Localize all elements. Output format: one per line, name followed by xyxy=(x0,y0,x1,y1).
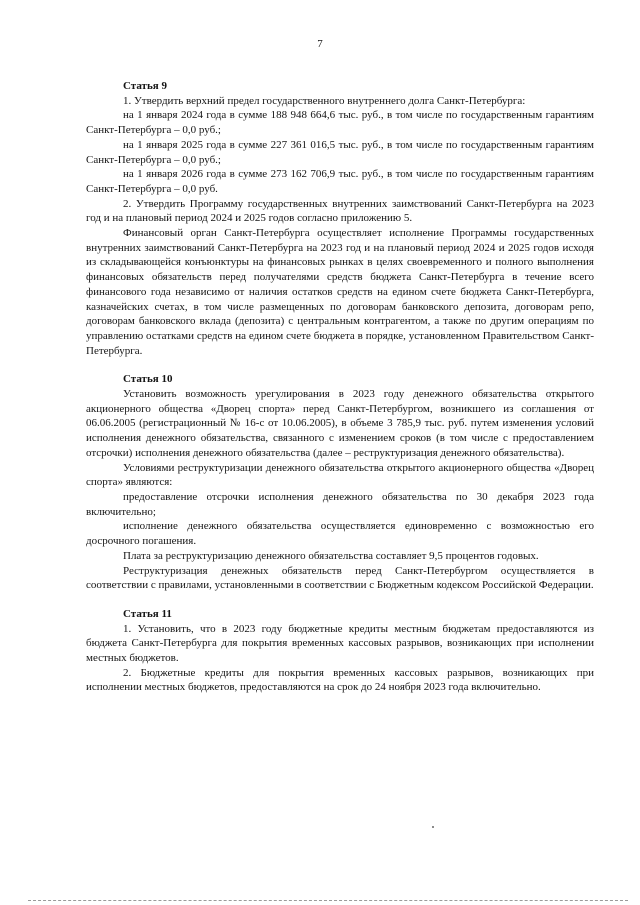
article-9-heading: Статья 9 xyxy=(123,80,167,92)
scan-dot-mark xyxy=(432,826,434,828)
scan-edge-line xyxy=(28,900,628,901)
article-10-paragraph: Установить возможность урегулирования в 2023 году денежного обязательства открытого акционерного общества «Дворец спорта» перед Санкт-Петербургом, возникшего из соглашения от 06.06.2005 (регистрационный № 16-с от 10.06.2005), в объеме 3 785,9 тыс. руб. путем изменения условий исполнения денежного обязательства, связанного с изменением сроков (в том числе с предоставлением отсрочки) исполнения денежного обязательства (далее – реструктуризация денежного обязательства). xyxy=(86,388,594,459)
article-10-paragraph: предоставление отсрочки исполнения денежного обязательства по 30 декабря 2023 года включительно; xyxy=(86,490,594,518)
article-9-item-1: 1. Утвердить верхний предел государственного внутреннего долга Санкт-Петербурга: xyxy=(123,94,526,107)
debt-limit-2026: на 1 января 2026 года в сумме 273 162 706,9 тыс. руб., в том числе по государственным гарантиям Санкт-Петербурга – 0,0 руб. xyxy=(86,168,594,195)
article-11 xyxy=(86,607,594,695)
debt-limit-2025: на 1 января 2025 года в сумме 227 361 016,5 тыс. руб., в том числе по государственным гарантиям Санкт-Петербурга – 0,0 руб.; xyxy=(86,138,594,166)
page-number: 7 xyxy=(317,38,323,50)
article-10-paragraph: Условиями реструктуризации денежного обязательства открытого акционерного общества «Дворец спорта» являются: xyxy=(86,461,594,489)
article-10-paragraph: Реструктуризация денежных обязательств перед Санкт-Петербургом осуществляется в соответствии с правилами, установленными в соответствии с Бюджетным кодексом Российской Федерации. xyxy=(86,564,594,592)
document-body xyxy=(86,79,594,695)
article-11-item-2: 2. Бюджетные кредиты для покрытия временных кассовых разрывов, возникающих при исполнении местных бюджетов, предоставляются на срок до 24 ноября 2023 года включительно. xyxy=(86,666,594,694)
article-11-item-1: 1. Установить, что в 2023 году бюджетные кредиты местным бюджетам предоставляются из бюджета Санкт-Петербурга для покрытия временных кассовых разрывов, возникающих при исполнении местных бюджетов. xyxy=(86,622,594,665)
article-9-item-2: 2. Утвердить Программу государственных внутренних заимствований Санкт-Петербурга на 2023 год и на плановый период 2024 и 2025 годов согласно приложению 5. xyxy=(86,197,594,225)
article-9-finance-body: Финансовый орган Санкт-Петербурга осуществляет исполнение Программы государственных внутренних заимствований Санкт-Петербурга на 2023 год и на плановый период 2024 и 2025 годов исходя из складывающейся конъюнктуры на финансовых рынках в целях своевременного и полного выполнения финансовых обязательств перед получателями средств бюджета Санкт-Петербурга в течение всего финансового года независимо от наличия остатков средств на едином счете бюджета Санкт-Петербурга, казначейских счетах, в том числе размещенных по договорам банковского депозита, договорам репо, договорам банковского вклада (депозита) с центральным контрагентом, а также по другим операциям по управлению остатками средств на едином счете бюджета в порядке, установленном Правительством Санкт-Петербурга. xyxy=(86,227,594,357)
article-9 xyxy=(86,79,594,358)
article-11-heading: Статья 11 xyxy=(123,607,172,620)
article-10-paragraph: исполнение денежного обязательства осуществляется единовременно с возможностью его досрочного погашения. xyxy=(86,520,594,548)
article-10 xyxy=(86,372,594,593)
debt-limit-2024: на 1 января 2024 года в сумме 188 948 664,6 тыс. руб., в том числе по государственным гарантиям Санкт-Петербурга – 0,0 руб.; xyxy=(86,109,594,137)
article-10-heading: Статья 10 xyxy=(123,373,173,386)
article-10-paragraph: Плата за реструктуризацию денежного обязательства составляет 9,5 процентов годовых. xyxy=(123,549,539,562)
